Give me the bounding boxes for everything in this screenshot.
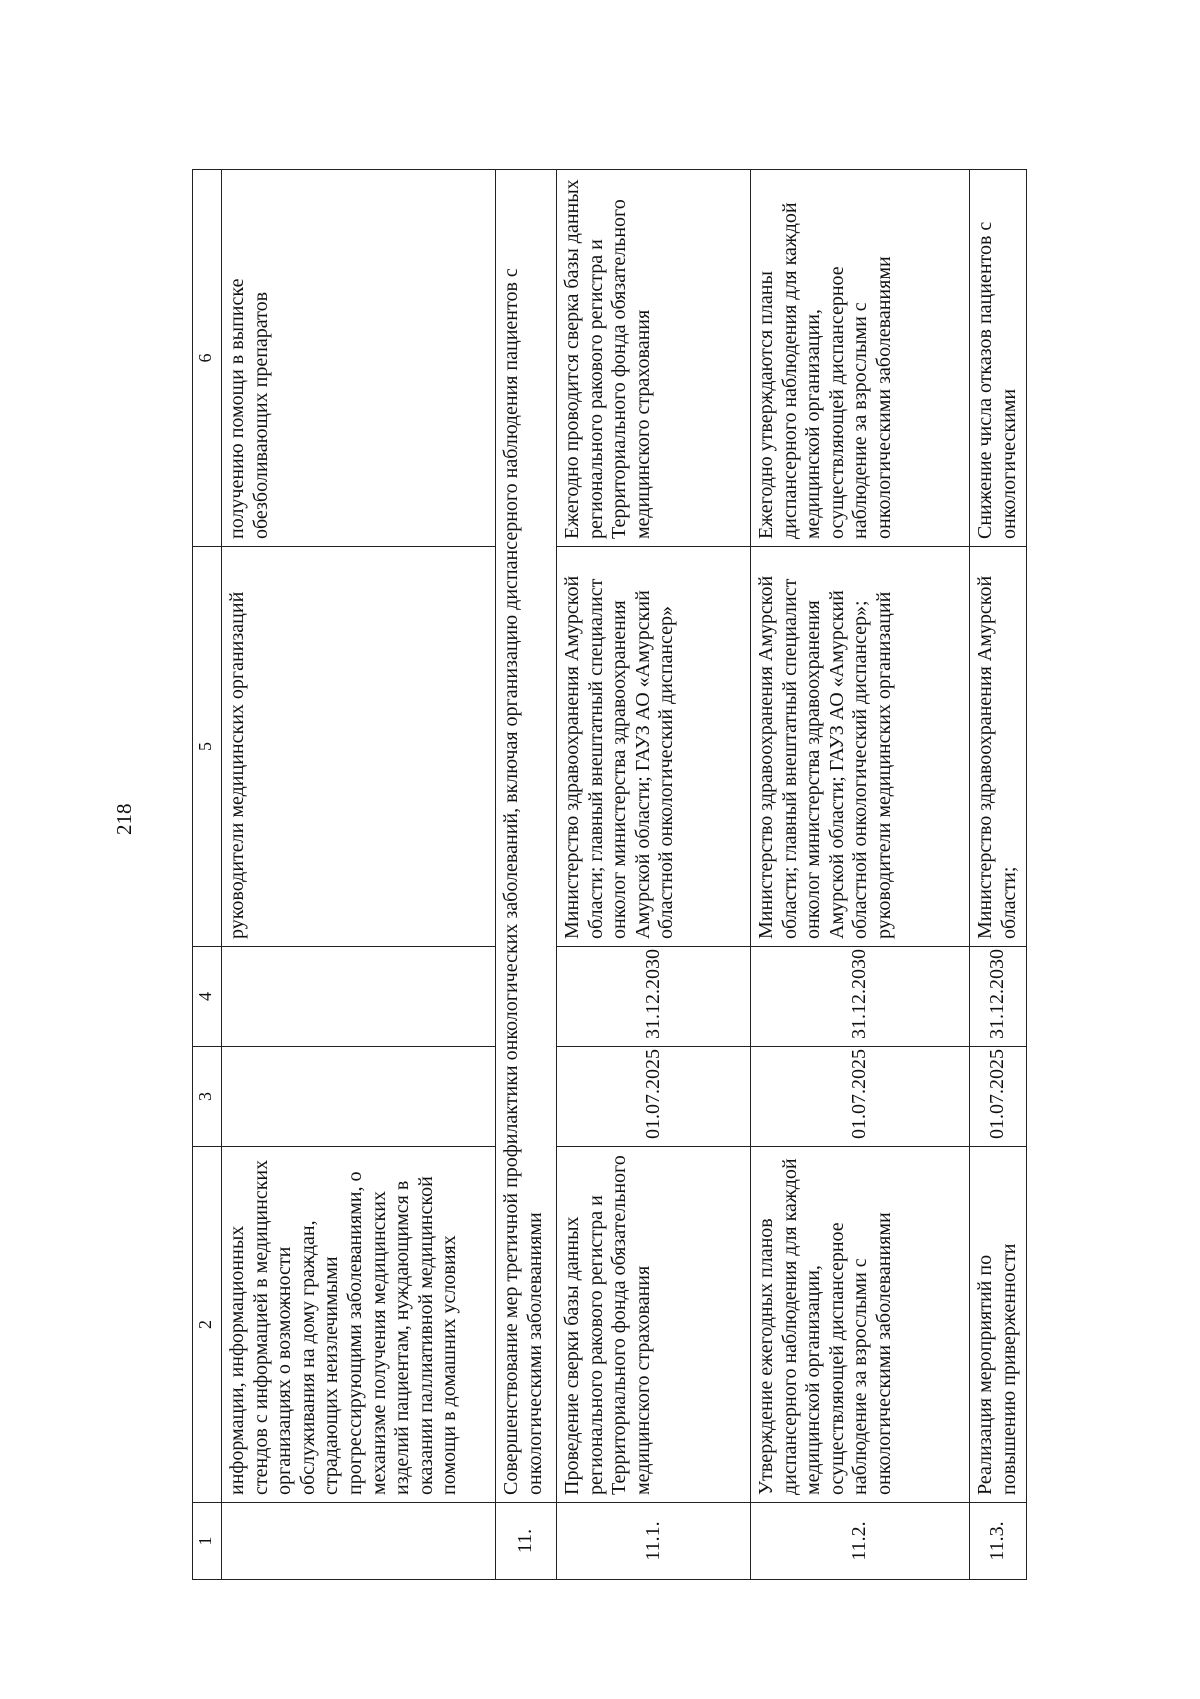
responsible-cell: Министерство здравоохранения Амурской области; [970, 547, 1027, 947]
header-cell: 4 [193, 947, 222, 1047]
plan-table [192, 169, 1027, 1580]
table-row [970, 170, 1027, 1580]
event-cell: Реализация мероприятий по повышению приверженности [970, 1147, 1027, 1503]
result-cell: Снижение числа отказов пациентов с онкологическими [970, 170, 1027, 547]
responsible-cell: Министерство здравоохранения Амурской области; главный внештатный специалист онколог министерства здравоохранения Амурской области; ГАУЗ АО «Амурский областной онкологический диспансер» [557, 547, 751, 947]
page-number: 218 [112, 803, 136, 835]
header-row [193, 170, 222, 1580]
start-date-cell: 01.07.2025 [970, 1047, 1027, 1147]
end-date-cell: 31.12.2030 [557, 947, 751, 1047]
responsible-cell: Министерство здравоохранения Амурской области; главный внештатный специалист онколог министерства здравоохранения Амурской области; ГАУЗ АО «Амурский областной онкологический диспансер»; руководители медицинских организаций [751, 547, 970, 947]
section-row [496, 170, 557, 1580]
row-number: 11.2. [751, 1503, 970, 1580]
result-cell: Ежегодно проводится сверка базы данных регионального ракового регистра и Территориального фонда обязательного медицинского страхования [557, 170, 751, 547]
table-row [751, 170, 970, 1580]
event-cell: Утверждение ежегодных планов диспансерного наблюдения для каждой медицинской организации, осуществляющей диспансерное наблюдение за взрослыми с онкологическими заболеваниями [751, 1147, 970, 1503]
event-cell: информации, информационных стендов с информацией в медицинских организациях о возможности обслуживания на дому граждан, страдающих неизлечимыми прогрессирующими заболеваниями, о механизме получения медицинских изделий пациентам, нуждающимся в оказании паллиативной медицинской помощи в домашних условиях [222, 1147, 496, 1503]
end-date-cell: 31.12.2030 [751, 947, 970, 1047]
header-cell: 1 [193, 1503, 222, 1580]
start-date-cell: 01.07.2025 [751, 1047, 970, 1147]
event-cell: Проведение сверки базы данных регионального ракового регистра и Территориального фонда обязательного медицинского страхования [557, 1147, 751, 1503]
result-cell: Ежегодно утверждаются планы диспансерного наблюдения для каждой медицинской организации, осуществляющей диспансерное наблюдение за взрослыми с онкологическими заболеваниями [751, 170, 970, 547]
result-cell: получению помощи в выписке обезболивающих препаратов [222, 170, 496, 547]
header-cell: 3 [193, 1047, 222, 1147]
row-number [222, 1503, 496, 1580]
responsible-cell: руководители медицинских организаций [222, 547, 496, 947]
row-number: 11.3. [970, 1503, 1027, 1580]
table-row [557, 170, 751, 1580]
header-cell: 6 [193, 170, 222, 547]
row-number: 11.1. [557, 1503, 751, 1580]
section-number: 11. [496, 1503, 557, 1580]
end-date-cell [222, 947, 496, 1047]
section-title: Совершенствование мер третичной профилактики онкологических заболеваний, включая организацию диспансерного наблюдения пациентов с онкологическими заболеваниями [496, 170, 557, 1503]
header-cell: 5 [193, 547, 222, 947]
table-row [222, 170, 496, 1580]
rotated-table-container [192, 170, 1072, 1580]
header-cell: 2 [193, 1147, 222, 1503]
end-date-cell: 31.12.2030 [970, 947, 1027, 1047]
start-date-cell [222, 1047, 496, 1147]
start-date-cell: 01.07.2025 [557, 1047, 751, 1147]
